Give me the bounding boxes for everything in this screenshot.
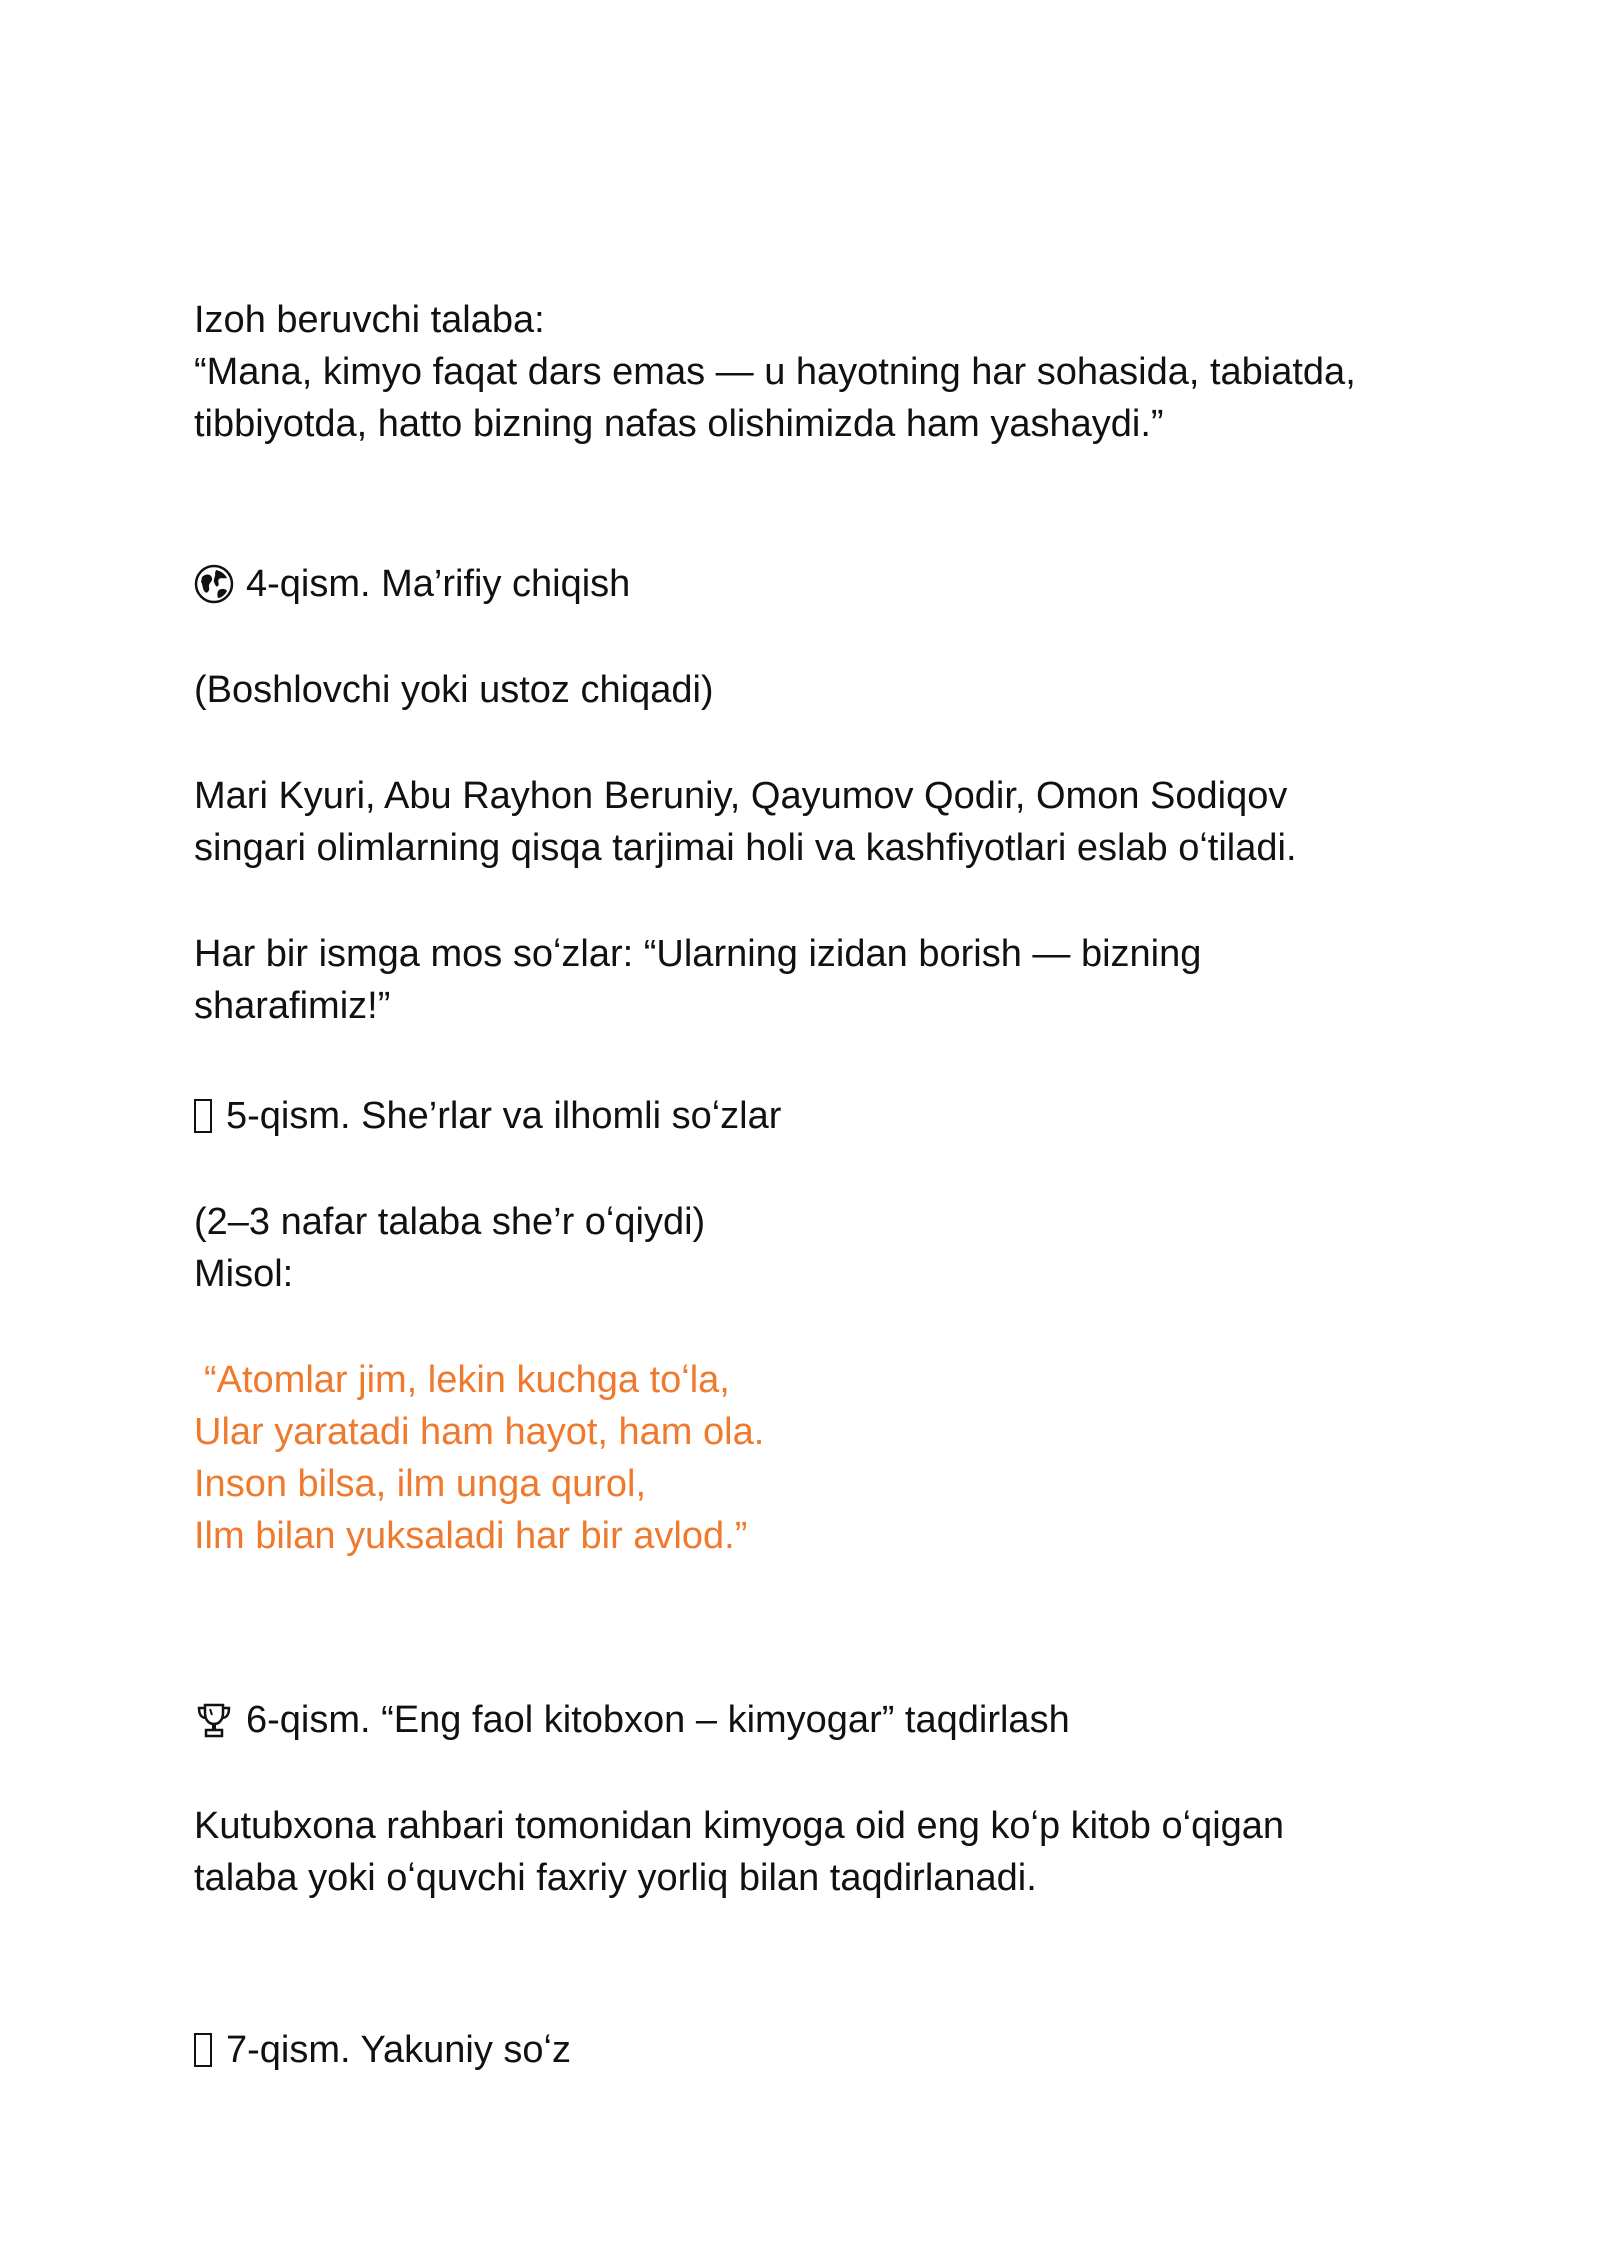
section-4-title: 4-qism. Ma’rifiy chiqish xyxy=(246,563,631,605)
section-7-heading xyxy=(194,2024,1444,2076)
trophy-icon xyxy=(194,1700,234,1740)
section-4-heading xyxy=(194,558,1444,610)
section-4-note: (Boshlovchi yoki ustoz chiqadi) xyxy=(194,669,714,711)
poem-line: Ular yaratadi ham hayot, ham ola. xyxy=(194,1411,765,1453)
intro-quote-line-2: tibbiyotda, hatto bizning nafas olishimizda ham yashaydi.” xyxy=(194,403,1164,445)
poem-line: Inson bilsa, ilm unga qurol, xyxy=(194,1463,647,1505)
section-5-note: (2–3 nafar talaba she’r oʻqiydi) xyxy=(194,1201,706,1243)
section-5-title: 5-qism. She’rlar va ilhomli soʻzlar xyxy=(226,1095,782,1137)
section-6-paragraph-line-1: Kutubxona rahbari tomonidan kimyoga oid eng koʻp kitob oʻqigan xyxy=(194,1805,1285,1847)
globe-icon xyxy=(194,564,234,604)
section-4-paragraph-1-line-2: singari olimlarning qisqa tarjimai holi va kashfiyotlari eslab oʻtiladi. xyxy=(194,827,1297,869)
poem-line: “Atomlar jim, lekin kuchga toʻla, xyxy=(204,1359,730,1401)
missing-glyph-icon xyxy=(194,1099,212,1133)
intro-quote-line-1: “Mana, kimyo faqat dars emas — u hayotning har sohasida, tabiatda, xyxy=(194,351,1356,393)
section-4-paragraph-1-line-1: Mari Kyuri, Abu Rayhon Beruniy, Qayumov Qodir, Omon Sodiqov xyxy=(194,775,1288,817)
section-6-paragraph-line-2: talaba yoki oʻquvchi faxriy yorliq bilan taqdirlanadi. xyxy=(194,1857,1037,1899)
poem xyxy=(194,1354,1444,1562)
document-body xyxy=(194,294,1444,2076)
missing-glyph-icon xyxy=(194,2033,212,2067)
section-5-heading xyxy=(194,1090,1444,1142)
section-4-paragraph-2-line-2: sharafimiz!” xyxy=(194,985,391,1027)
poem-line: Ilm bilan yuksaladi har bir avlod.” xyxy=(194,1515,748,1557)
section-6-title: 6-qism. “Eng faol kitobxon – kimyogar” taqdirlash xyxy=(246,1699,1070,1741)
section-4-paragraph-2-line-1: Har bir ismga mos soʻzlar: “Ularning izidan borish — bizning xyxy=(194,933,1202,975)
section-6-heading xyxy=(194,1694,1444,1746)
intro-speaker: Izoh beruvchi talaba: xyxy=(194,299,545,341)
section-5-example-label: Misol: xyxy=(194,1253,294,1295)
section-7-title: 7-qism. Yakuniy soʻz xyxy=(226,2029,571,2071)
